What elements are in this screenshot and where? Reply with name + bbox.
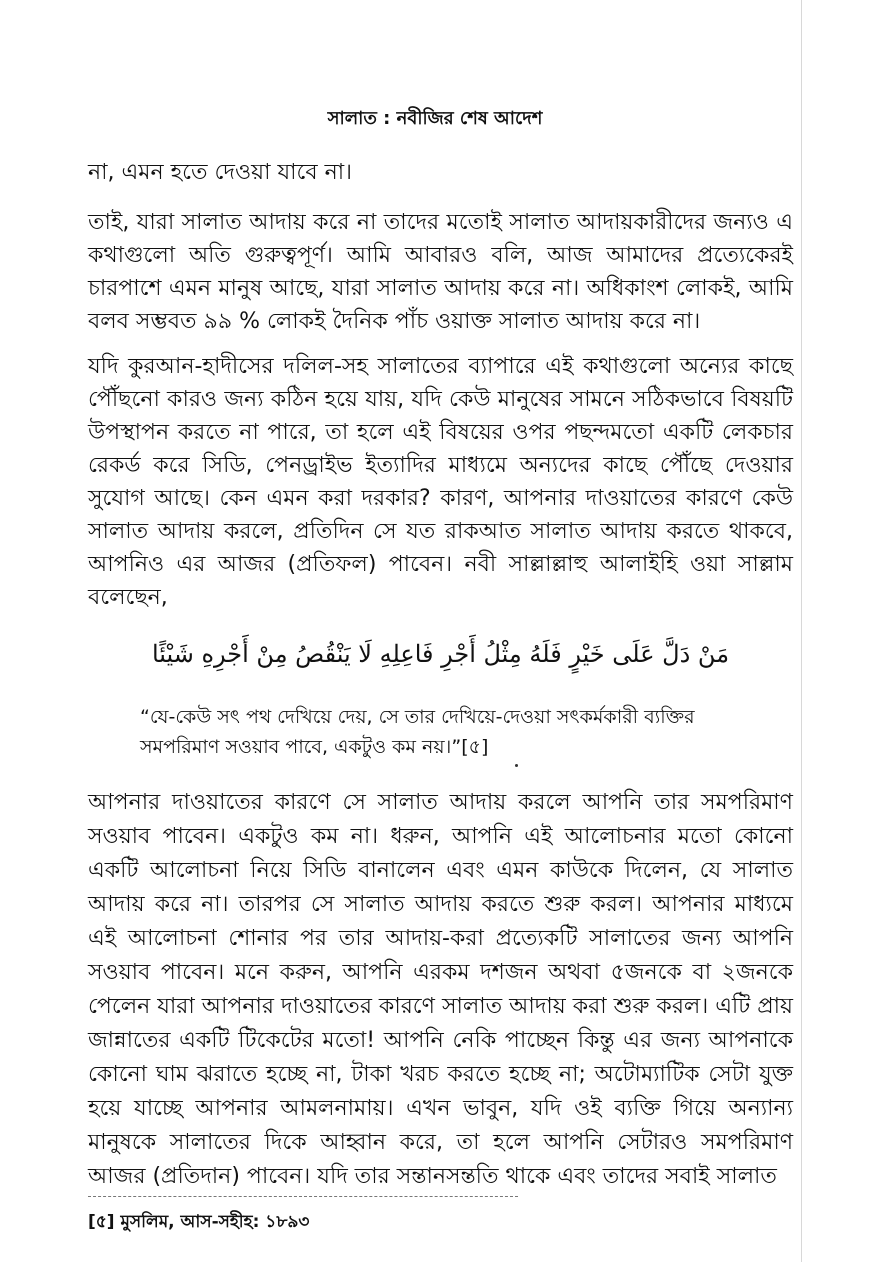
footnote: [৫] মুসলিম, আস-সহীহ: ১৮৯৩	[88, 1212, 310, 1232]
page-edge	[801, 0, 802, 1262]
footnote-divider	[88, 1196, 518, 1197]
paragraph-3: যদি কুরআন-হাদীসের দলিল-সহ সালাতের ব্যাপারে এই কথাগুলো অন্যের কাছে পৌঁছনো কারও জন্য কঠিন হয়ে যায়, যদি কেউ মানুষের সামনে সঠিকভাবে বিষয়টি উপস্থাপন করতে না পারে, তা হলে এই বিষয়ের ওপর পছন্দমতো একটি লেকচার রেকর্ড করে সিডি, পেনড্রাইভ ইত্যাদির মাধ্যমে অন্যদের কাছে পৌঁছে দেওয়ার সুযোগ আছে। কেন এমন করা দরকার? কারণ, আপনার দাওয়াতের কারণে কেউ সালাত আদায় করলে, প্রতিদিন সে যত রাকআত সালাত আদায় করতে থাকবে, আপনিও এর আজর (প্রতিফল) পাবেন। নবী সাল্লাল্লাহু আলাইহি ওয়া সাল্লাম বলেছেন,	[88, 354, 793, 610]
running-title: সালাত : নবীজির শেষ আদেশ	[327, 108, 543, 129]
ink-dot	[515, 764, 518, 767]
hadith-arabic: مَنْ دَلَّ عَلَى خَيْرٍ فَلَهُ مِثْلُ أَجْرِ فَاعِلِهِ لَا يَنْقُصُ مِنْ أَجْرِهِ شَيْئًا	[151, 640, 730, 668]
hadith-translation: “যে-কেউ সৎ পথ দেখিয়ে দেয়, সে তার দেখিয়ে-দেওয়া সৎকর্মকারী ব্যক্তির সমপরিমাণ সওয়াব পাবে, একটুও কম নয়।”[৫]	[140, 706, 695, 758]
paragraph-2: তাই, যারা সালাত আদায় করে না তাদের মতোই সালাত আদায়কারীদের জন্যও এ কথাগুলো অতি গুরুত্বপূর্ণ। আমি আবারও বলি, আজ আমাদের প্রত্যেকেরই চারপাশে এমন মানুষ আছে, যারা সালাত আদায় করে না। অধিকাংশ লোকই, আমি বলব সম্ভবত ৯৯ % লোকই দৈনিক পাঁচ ওয়াক্ত সালাত আদায় করে না।	[88, 210, 793, 334]
paragraph-4: আপনার দাওয়াতের কারণে সে সালাত আদায় করলে আপনি তার সমপরিমাণ সওয়াব পাবেন। একটুও কম না। ধরুন, আপনি এই আলোচনার মতো কোনো একটি আলোচনা নিয়ে সিডি বানালেন এবং এমন কাউকে দিলেন, যে সালাত আদায় করে না। তারপর সে সালাত আদায় করতে শুরু করল। আপনার মাধ্যমে এই আলোচনা শোনার পর তার আদায়-করা প্রত্যেকটি সালাতের জন্য আপনি সওয়াব পাবেন। মনে করুন, আপনি এরকম দশজন অথবা ৫জনকে বা ২জনকে পেলেন যারা আপনার দাওয়াতের কারণে সালাত আদায় করা শুরু করল। এটি প্রায় জান্নাতের একটি টিকেটের মতো! আপনি নেকি পাচ্ছেন কিন্তু এর জন্য আপনাকে কোনো ঘাম ঝরাতে হচ্ছে না, টাকা খরচ করতে হচ্ছে না; অটোম্যাটিক সেটা যুক্ত হয়ে যাচ্ছে আপনার আমলনামায়। এখন ভাবুন, যদি ওই ব্যক্তি গিয়ে অন্যান্য মানুষকে সালাতের দিকে আহ্বান করে, তা হলে আপনি সেটারও সমপরিমাণ আজর (প্রতিদান) পাবেন। যদি তার সন্তানসন্ততি থাকে এবং তাদের সবাই সালাত	[88, 790, 793, 1189]
paragraph-1: না, এমন হতে দেওয়া যাবে না।	[88, 160, 352, 185]
